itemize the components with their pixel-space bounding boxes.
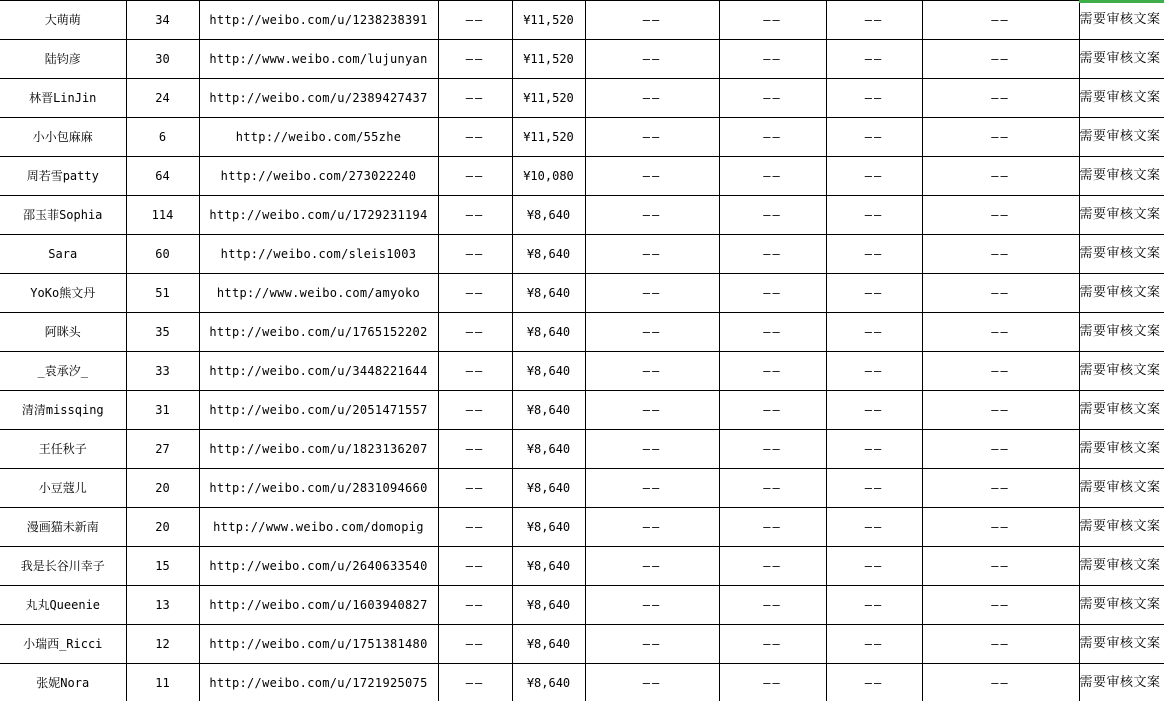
influencer-name-cell[interactable]: 大萌萌: [0, 1, 126, 40]
price-cell[interactable]: ¥11,520: [512, 1, 585, 40]
empty-cell[interactable]: ——: [826, 79, 922, 118]
empty-cell[interactable]: ——: [719, 157, 826, 196]
empty-cell[interactable]: ——: [826, 196, 922, 235]
profile-url-cell[interactable]: http://www.weibo.com/amyoko: [199, 274, 438, 313]
count-cell[interactable]: 20: [126, 508, 199, 547]
empty-cell[interactable]: ——: [438, 664, 512, 701]
profile-url-cell[interactable]: http://weibo.com/273022240: [199, 157, 438, 196]
empty-cell[interactable]: ——: [922, 352, 1079, 391]
table-row: [0, 79, 1164, 118]
influencer-name-cell[interactable]: 漫画猫未新南: [0, 508, 126, 547]
empty-cell[interactable]: ——: [585, 586, 719, 625]
table-row: [0, 157, 1164, 196]
empty-cell[interactable]: ——: [826, 235, 922, 274]
empty-cell[interactable]: ——: [585, 274, 719, 313]
profile-url-cell[interactable]: http://weibo.com/u/2389427437: [199, 79, 438, 118]
empty-cell[interactable]: ——: [585, 79, 719, 118]
empty-cell[interactable]: ——: [585, 157, 719, 196]
profile-url-cell[interactable]: http://weibo.com/u/1729231194: [199, 196, 438, 235]
count-cell[interactable]: 60: [126, 235, 199, 274]
empty-cell[interactable]: ——: [585, 196, 719, 235]
price-cell[interactable]: ¥8,640: [512, 469, 585, 508]
count-cell[interactable]: 24: [126, 79, 199, 118]
empty-cell[interactable]: ——: [922, 547, 1079, 586]
profile-url-cell[interactable]: http://weibo.com/u/1721925075: [199, 664, 438, 701]
table-row: [0, 547, 1164, 586]
empty-cell[interactable]: ——: [922, 625, 1079, 664]
empty-cell[interactable]: ——: [719, 586, 826, 625]
influencer-name-cell[interactable]: 陆钧彦: [0, 40, 126, 79]
count-cell[interactable]: 34: [126, 1, 199, 40]
empty-cell[interactable]: ——: [719, 430, 826, 469]
profile-url-cell[interactable]: http://weibo.com/u/3448221644: [199, 352, 438, 391]
empty-cell[interactable]: ——: [438, 79, 512, 118]
empty-cell[interactable]: ——: [922, 391, 1079, 430]
empty-cell[interactable]: ——: [719, 235, 826, 274]
profile-url-cell[interactable]: http://weibo.com/sleis1003: [199, 235, 438, 274]
influencer-name-cell[interactable]: 王任秋子: [0, 430, 126, 469]
influencer-name-cell[interactable]: Sara: [0, 235, 126, 274]
review-note-cell[interactable]: 需要审核文案: [1079, 1, 1164, 40]
influencer-name-cell[interactable]: 小小包麻麻: [0, 118, 126, 157]
empty-cell[interactable]: ——: [922, 430, 1079, 469]
count-cell[interactable]: 13: [126, 586, 199, 625]
count-cell[interactable]: 31: [126, 391, 199, 430]
price-cell[interactable]: ¥11,520: [512, 118, 585, 157]
influencer-name-cell[interactable]: YoKo熊文丹: [0, 274, 126, 313]
empty-cell[interactable]: ——: [438, 313, 512, 352]
profile-url-cell[interactable]: http://weibo.com/u/1603940827: [199, 586, 438, 625]
empty-cell[interactable]: ——: [922, 157, 1079, 196]
empty-cell[interactable]: ——: [438, 118, 512, 157]
empty-cell[interactable]: ——: [719, 469, 826, 508]
profile-url-cell[interactable]: http://www.weibo.com/domopig: [199, 508, 438, 547]
table-row: [0, 391, 1164, 430]
empty-cell[interactable]: ——: [826, 391, 922, 430]
count-cell[interactable]: 51: [126, 274, 199, 313]
table-row: [0, 1, 1164, 40]
empty-cell[interactable]: ——: [826, 469, 922, 508]
empty-cell[interactable]: ——: [585, 547, 719, 586]
empty-cell[interactable]: ——: [719, 274, 826, 313]
empty-cell[interactable]: ——: [585, 664, 719, 701]
count-cell[interactable]: 20: [126, 469, 199, 508]
empty-cell[interactable]: ——: [719, 313, 826, 352]
empty-cell[interactable]: ——: [826, 313, 922, 352]
empty-cell[interactable]: ——: [922, 1, 1079, 40]
empty-cell[interactable]: ——: [719, 118, 826, 157]
influencer-name-cell[interactable]: 邵玉菲Sophia: [0, 196, 126, 235]
selection-indicator: [1079, 0, 1164, 3]
price-cell[interactable]: ¥11,520: [512, 40, 585, 79]
review-note-cell[interactable]: 需要审核文案: [1079, 235, 1164, 274]
table-row: [0, 508, 1164, 547]
influencer-name-cell[interactable]: _袁承汐_: [0, 352, 126, 391]
empty-cell[interactable]: ——: [922, 118, 1079, 157]
price-cell[interactable]: ¥8,640: [512, 196, 585, 235]
empty-cell[interactable]: ——: [585, 118, 719, 157]
empty-cell[interactable]: ——: [826, 664, 922, 701]
empty-cell[interactable]: ——: [826, 157, 922, 196]
influencer-name-cell[interactable]: 我是长谷川幸子: [0, 547, 126, 586]
empty-cell[interactable]: ——: [719, 40, 826, 79]
price-cell[interactable]: ¥8,640: [512, 391, 585, 430]
empty-cell[interactable]: ——: [438, 40, 512, 79]
empty-cell[interactable]: ——: [438, 547, 512, 586]
table-row: [0, 274, 1164, 313]
count-cell[interactable]: 114: [126, 196, 199, 235]
price-cell[interactable]: ¥8,640: [512, 430, 585, 469]
empty-cell[interactable]: ——: [719, 196, 826, 235]
profile-url-cell[interactable]: http://weibo.com/u/2831094660: [199, 469, 438, 508]
price-cell[interactable]: ¥8,640: [512, 274, 585, 313]
influencer-name-cell[interactable]: 清清missqing: [0, 391, 126, 430]
review-note-cell[interactable]: 需要审核文案: [1079, 547, 1164, 586]
review-note-cell[interactable]: 需要审核文案: [1079, 430, 1164, 469]
influencer-name-cell[interactable]: 阿眯头: [0, 313, 126, 352]
empty-cell[interactable]: ——: [438, 352, 512, 391]
empty-cell[interactable]: ——: [922, 79, 1079, 118]
empty-cell[interactable]: ——: [922, 40, 1079, 79]
empty-cell[interactable]: ——: [585, 313, 719, 352]
count-cell[interactable]: 15: [126, 547, 199, 586]
influencer-name-cell[interactable]: 小瑞西_Ricci: [0, 625, 126, 664]
empty-cell[interactable]: ——: [719, 79, 826, 118]
table-row: [0, 625, 1164, 664]
empty-cell[interactable]: ——: [719, 547, 826, 586]
count-cell[interactable]: 33: [126, 352, 199, 391]
empty-cell[interactable]: ——: [922, 274, 1079, 313]
empty-cell[interactable]: ——: [922, 508, 1079, 547]
review-note-cell[interactable]: 需要审核文案: [1079, 586, 1164, 625]
influencer-name-cell[interactable]: 张妮Nora: [0, 664, 126, 701]
review-note-cell[interactable]: 需要审核文案: [1079, 391, 1164, 430]
price-cell[interactable]: ¥8,640: [512, 625, 585, 664]
influencer-name-cell[interactable]: 周若雪patty: [0, 157, 126, 196]
empty-cell[interactable]: ——: [585, 430, 719, 469]
review-note-cell[interactable]: 需要审核文案: [1079, 79, 1164, 118]
empty-cell[interactable]: ——: [438, 157, 512, 196]
empty-cell[interactable]: ——: [585, 40, 719, 79]
empty-cell[interactable]: ——: [719, 664, 826, 701]
empty-cell[interactable]: ——: [826, 625, 922, 664]
empty-cell[interactable]: ——: [438, 274, 512, 313]
empty-cell[interactable]: ——: [922, 313, 1079, 352]
table-row: [0, 118, 1164, 157]
empty-cell[interactable]: ——: [922, 664, 1079, 701]
empty-cell[interactable]: ——: [719, 508, 826, 547]
count-cell[interactable]: 64: [126, 157, 199, 196]
empty-cell[interactable]: ——: [826, 40, 922, 79]
empty-cell[interactable]: ——: [826, 274, 922, 313]
price-cell[interactable]: ¥8,640: [512, 547, 585, 586]
empty-cell[interactable]: ——: [826, 586, 922, 625]
review-note-cell[interactable]: 需要审核文案: [1079, 118, 1164, 157]
empty-cell[interactable]: ——: [585, 391, 719, 430]
empty-cell[interactable]: ——: [719, 1, 826, 40]
profile-url-cell[interactable]: http://weibo.com/u/2640633540: [199, 547, 438, 586]
review-note-cell[interactable]: 需要审核文案: [1079, 352, 1164, 391]
empty-cell[interactable]: ——: [826, 547, 922, 586]
count-cell[interactable]: 27: [126, 430, 199, 469]
table-row: [0, 352, 1164, 391]
table-row: [0, 40, 1164, 79]
empty-cell[interactable]: ——: [438, 430, 512, 469]
table-row: [0, 235, 1164, 274]
empty-cell[interactable]: ——: [922, 235, 1079, 274]
price-cell[interactable]: ¥8,640: [512, 586, 585, 625]
table-row: [0, 586, 1164, 625]
empty-cell[interactable]: ——: [438, 196, 512, 235]
empty-cell[interactable]: ——: [826, 508, 922, 547]
table-row: [0, 313, 1164, 352]
count-cell[interactable]: 35: [126, 313, 199, 352]
empty-cell[interactable]: ——: [438, 235, 512, 274]
influencer-name-cell[interactable]: 林晋LinJin: [0, 79, 126, 118]
review-note-cell[interactable]: 需要审核文案: [1079, 469, 1164, 508]
table-row: [0, 196, 1164, 235]
review-note-cell[interactable]: 需要审核文案: [1079, 40, 1164, 79]
profile-url-cell[interactable]: http://weibo.com/u/1238238391: [199, 1, 438, 40]
profile-url-cell[interactable]: http://www.weibo.com/lujunyan: [199, 40, 438, 79]
empty-cell[interactable]: ——: [719, 391, 826, 430]
price-cell[interactable]: ¥8,640: [512, 352, 585, 391]
empty-cell[interactable]: ——: [826, 118, 922, 157]
empty-cell[interactable]: ——: [438, 469, 512, 508]
empty-cell[interactable]: ——: [826, 1, 922, 40]
review-note-cell[interactable]: 需要审核文案: [1079, 664, 1164, 701]
count-cell[interactable]: 30: [126, 40, 199, 79]
empty-cell[interactable]: ——: [826, 352, 922, 391]
table-body: [0, 1, 1164, 701]
count-cell[interactable]: 12: [126, 625, 199, 664]
price-cell[interactable]: ¥8,640: [512, 664, 585, 701]
influencer-name-cell[interactable]: 丸丸Queenie: [0, 586, 126, 625]
table-row: [0, 664, 1164, 701]
influencer-name-cell[interactable]: 小豆蔻儿: [0, 469, 126, 508]
empty-cell[interactable]: ——: [438, 391, 512, 430]
review-note-cell[interactable]: 需要审核文案: [1079, 274, 1164, 313]
review-note-cell[interactable]: 需要审核文案: [1079, 157, 1164, 196]
empty-cell[interactable]: ——: [922, 586, 1079, 625]
empty-cell[interactable]: ——: [922, 469, 1079, 508]
profile-url-cell[interactable]: http://weibo.com/55zhe: [199, 118, 438, 157]
profile-url-cell[interactable]: http://weibo.com/u/1823136207: [199, 430, 438, 469]
price-cell[interactable]: ¥8,640: [512, 235, 585, 274]
count-cell[interactable]: 11: [126, 664, 199, 701]
table-row: [0, 430, 1164, 469]
table-row: [0, 469, 1164, 508]
price-cell[interactable]: ¥11,520: [512, 79, 585, 118]
empty-cell[interactable]: ——: [585, 1, 719, 40]
empty-cell[interactable]: ——: [438, 508, 512, 547]
review-note-cell[interactable]: 需要审核文案: [1079, 508, 1164, 547]
empty-cell[interactable]: ——: [826, 430, 922, 469]
empty-cell[interactable]: ——: [438, 625, 512, 664]
empty-cell[interactable]: ——: [585, 469, 719, 508]
empty-cell[interactable]: ——: [585, 508, 719, 547]
empty-cell[interactable]: ——: [438, 1, 512, 40]
profile-url-cell[interactable]: http://weibo.com/u/1765152202: [199, 313, 438, 352]
empty-cell[interactable]: ——: [438, 586, 512, 625]
empty-cell[interactable]: ——: [719, 352, 826, 391]
empty-cell[interactable]: ——: [922, 196, 1079, 235]
empty-cell[interactable]: ——: [585, 352, 719, 391]
count-cell[interactable]: 6: [126, 118, 199, 157]
price-cell[interactable]: ¥8,640: [512, 313, 585, 352]
empty-cell[interactable]: ——: [585, 235, 719, 274]
empty-cell[interactable]: ——: [585, 625, 719, 664]
price-cell[interactable]: ¥10,080: [512, 157, 585, 196]
price-cell[interactable]: ¥8,640: [512, 508, 585, 547]
profile-url-cell[interactable]: http://weibo.com/u/2051471557: [199, 391, 438, 430]
empty-cell[interactable]: ——: [719, 625, 826, 664]
review-note-cell[interactable]: 需要审核文案: [1079, 313, 1164, 352]
review-note-cell[interactable]: 需要审核文案: [1079, 196, 1164, 235]
review-note-cell[interactable]: 需要审核文案: [1079, 625, 1164, 664]
profile-url-cell[interactable]: http://weibo.com/u/1751381480: [199, 625, 438, 664]
